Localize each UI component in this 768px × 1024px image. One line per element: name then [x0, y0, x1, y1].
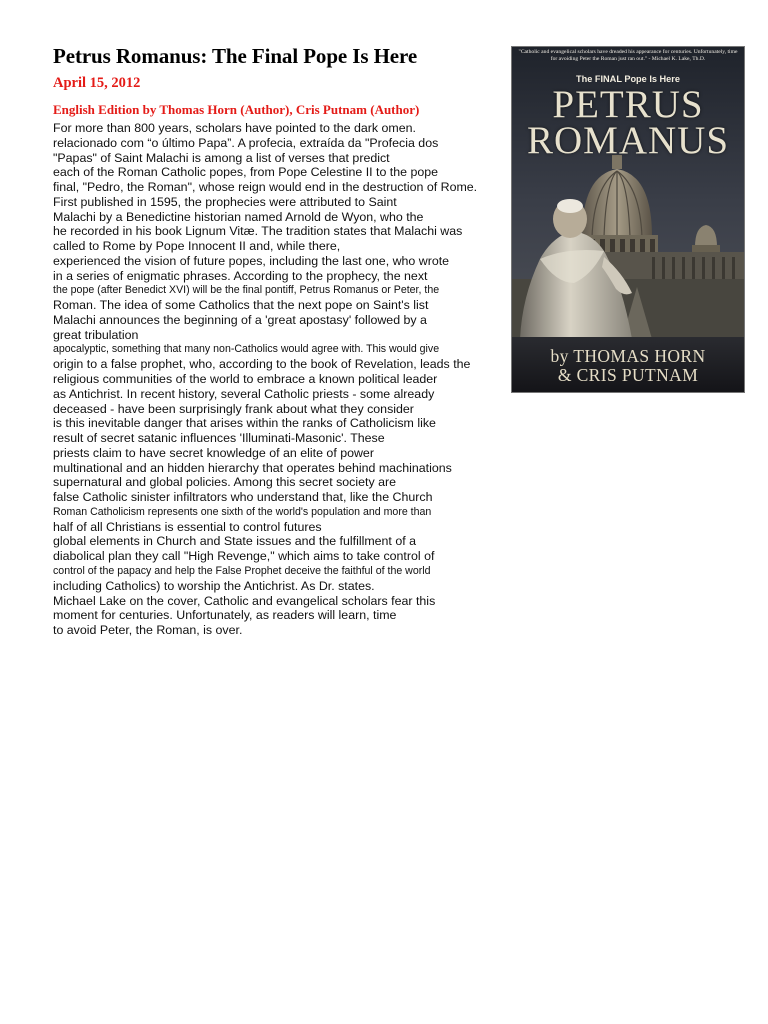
book-cover-image: [511, 46, 745, 393]
edition-credits: English Edition by Thomas Horn (Author), Cris Putnam (Author): [53, 102, 420, 117]
body-line: Malachi by a Benedictine historian named Arnold de Wyon, who the: [53, 209, 424, 224]
body-line: diabolical plan they call "High Revenge," which aims to take control of: [53, 549, 435, 564]
cover-title-petrus: PETRUS: [552, 83, 704, 126]
body-line: each of the Roman Catholic popes, from Pope Celestine II to the pope: [53, 165, 439, 180]
body-line: control of the papacy and help the False Prophet deceive the faithful of the world: [53, 564, 431, 577]
body-line: moment for centuries. Unfortunately, as readers will learn, time: [53, 608, 397, 623]
body-line: false Catholic sinister infiltrators who understand that, like the Church: [53, 490, 433, 505]
body-line: religious communities of the world to embrace a known political leader: [53, 372, 438, 387]
body-line: Michael Lake on the cover, Catholic and evangelical scholars fear this: [53, 593, 436, 608]
body-line: deceased - have been surprisingly frank about what they consider: [53, 401, 414, 416]
body-line: called to Rome by Pope Innocent II and, while there,: [53, 239, 341, 254]
body-line: Roman Catholicism represents one sixth of the world's population and more than: [53, 505, 432, 518]
cover-tagline: The FINAL Pope Is Here: [576, 74, 680, 84]
body-line: apocalyptic, something that many non-Catholics would agree with. This would give: [53, 343, 440, 356]
body-line: half of all Christians is essential to control futures: [53, 519, 322, 534]
body-line: as Antichrist. In recent history, several Catholic priests - some already: [53, 386, 435, 401]
article-date: April 15, 2012: [53, 75, 141, 91]
body-line: For more than 800 years, scholars have pointed to the dark omen.: [53, 121, 416, 135]
page-title: Petrus Romanus: The Final Pope Is Here: [53, 44, 418, 68]
body-line: experienced the vision of future popes, including the last one, who wrote: [53, 253, 450, 268]
body-line: origin to a false prophet, who, according to the book of Revelation, leads the: [53, 357, 471, 372]
cover-title-romanus: ROMANUS: [526, 119, 730, 162]
body-line: Roman. The idea of some Catholics that the next pope on Saint's list: [53, 298, 429, 313]
body-line: First published in 1595, the prophecies were attributed to Saint: [53, 194, 397, 209]
cover-quote: "Catholic and evangelical scholars have dreaded his appearance for centuries. Unfortunately, time for avoiding Peter the Roman just ran out." - Michael K. Lake, Th.D.: [518, 49, 738, 62]
body-line: Malachi announces the beginning of a 'great apostasy' followed by a: [53, 312, 427, 327]
body-line: to avoid Peter, the Roman, is over.: [53, 623, 243, 638]
body-line: final, "Pedro, the Roman", whose reign would end in the destruction of Rome.: [53, 180, 478, 195]
cover-author-putnam: & CRIS PUTNAM: [557, 365, 699, 385]
body-line: multinational and an hidden hierarchy that operates behind machinations: [53, 460, 452, 475]
article-body: [53, 121, 503, 638]
body-line: he recorded in his book Lignum Vitæ. The tradition states that Malachi was: [53, 224, 463, 239]
body-line: including Catholics) to worship the Antichrist. As Dr. states.: [53, 578, 375, 593]
body-line: the pope (after Benedict XVI) will be the final pontiff, Petrus Romanus or Peter, the: [53, 284, 440, 297]
body-line: supernatural and global policies. Among this secret society are: [53, 475, 396, 490]
body-line: relacionado com “o último Papa”. A profecia, extraída da "Profecia dos: [53, 135, 439, 150]
body-line: priests claim to have secret knowledge of an elite of power: [53, 445, 374, 460]
body-line: is this inevitable danger that arises within the ranks of Catholicism like: [53, 416, 436, 431]
body-line: in a series of enigmatic phrases. According to the prophecy, the next: [53, 268, 428, 283]
body-line: result of secret satanic influences 'Illuminati-Masonic'. These: [53, 431, 385, 446]
body-line: great tribulation: [53, 327, 139, 342]
body-line: global elements in Church and State issues and the fulfillment of a: [53, 534, 416, 549]
body-line: "Papas" of Saint Malachi is among a list of verses that predict: [53, 150, 390, 165]
cover-author-horn: by THOMAS HORN: [550, 346, 706, 366]
